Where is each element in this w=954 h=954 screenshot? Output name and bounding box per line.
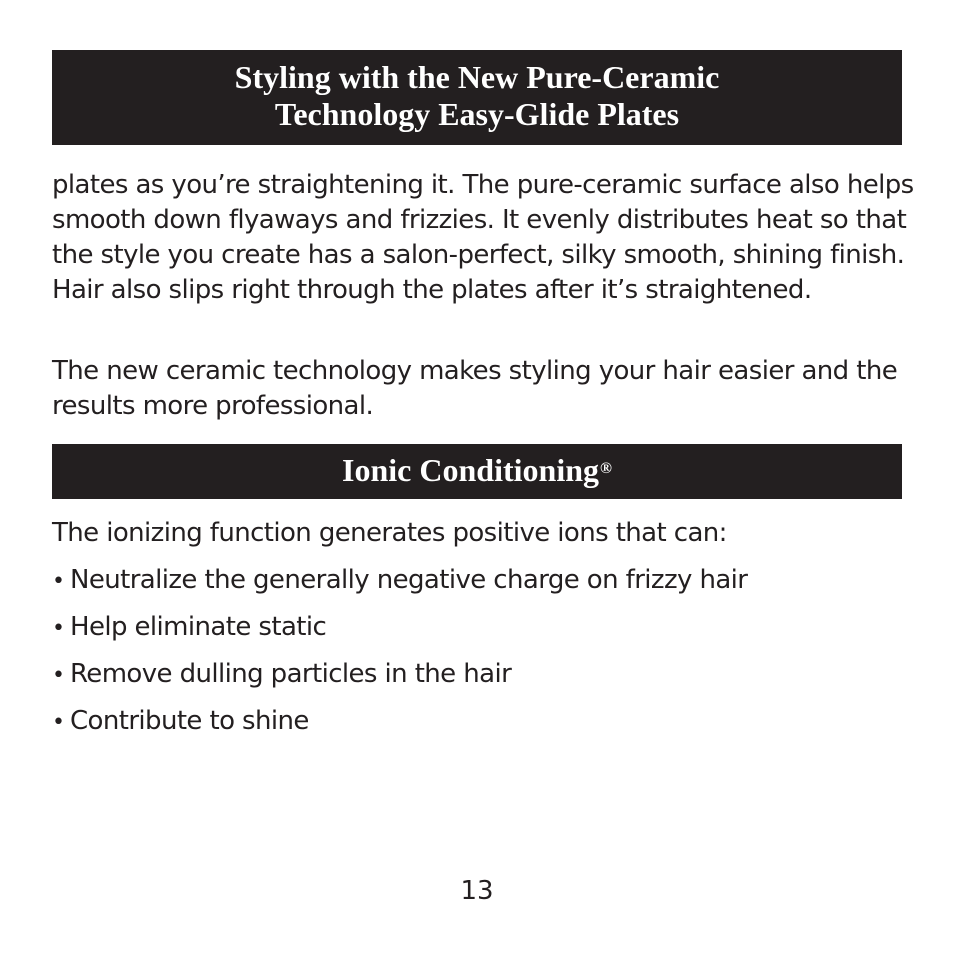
list-item-text: Neutralize the generally negative charge on frizzy hair	[70, 565, 748, 595]
list-item-text: Help eliminate static	[70, 612, 327, 642]
section-heading-ceramic-plates	[52, 50, 902, 145]
registered-mark: ®	[600, 460, 612, 477]
list-item	[52, 563, 747, 610]
bullet-icon: •	[52, 569, 65, 594]
ionic-benefits-list	[52, 563, 747, 751]
heading-line-1: Styling with the New Pure-Ceramic	[234, 59, 720, 95]
ionic-intro: The ionizing function generates positive ions that can:	[52, 518, 727, 548]
list-item	[52, 657, 747, 704]
list-item	[52, 610, 747, 657]
section-heading-ionic-conditioning	[52, 444, 902, 499]
bullet-icon: •	[52, 710, 65, 735]
list-item-text: Remove dulling particles in the hair	[70, 659, 512, 689]
list-item-text: Contribute to shine	[70, 706, 309, 736]
page-number: 13	[460, 876, 494, 906]
ionic-heading-text: Ionic Conditioning	[342, 452, 599, 488]
ceramic-paragraph-1: plates as you’re straightening it. The pure-ceramic surface also helps smooth down flyaways and frizzies. It evenly distributes heat so that the style you create has a salon-perfect, silky smooth, shining finish. Hair also slips right through the plates after it’s straightened.	[52, 170, 914, 305]
ceramic-paragraph-2: The new ceramic technology makes styling your hair easier and the results more professional.	[52, 356, 898, 421]
list-item	[52, 704, 747, 751]
bullet-icon: •	[52, 663, 65, 688]
heading-line-2: Technology Easy-Glide Plates	[274, 96, 680, 132]
bullet-icon: •	[52, 616, 65, 641]
